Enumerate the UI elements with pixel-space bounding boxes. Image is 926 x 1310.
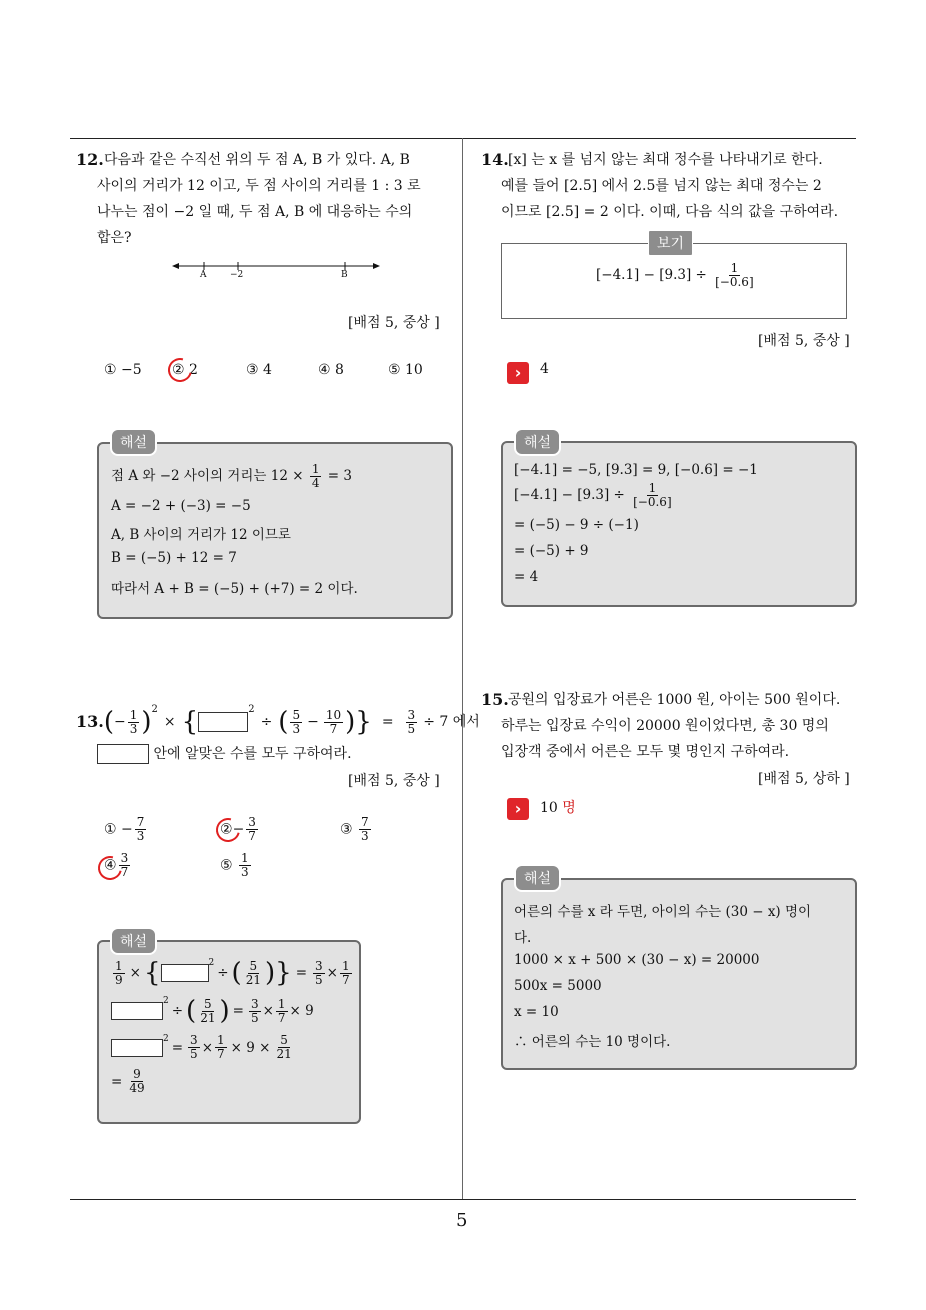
- q14-line-1: [x] 는 x 를 넘지 않는 최대 정수를 나타내기로 한다.: [508, 152, 823, 168]
- page-number: 5: [456, 1210, 468, 1231]
- q14-answer: 4: [540, 361, 549, 377]
- q14-exp-line-2: [−4.1] − [9.3] ÷ $\frac{1}{[-0.6]}$: [514, 481, 672, 509]
- q15-exp-line-2: 다.: [514, 930, 532, 946]
- q12-selected-mark: [164, 354, 197, 387]
- q13-option-2[interactable]: ②− $\frac{3}{7}$: [220, 815, 256, 843]
- q12-line-1: 다음과 같은 수직선 위의 두 점 A, B 가 있다. A, B: [104, 152, 410, 168]
- q15-exp-line-5: x = 10: [514, 1004, 559, 1020]
- q14-line-2: 예를 들어 [2.5] 에서 2.5를 넘지 않는 최대 정수는 2: [501, 178, 822, 194]
- q14-bogi-expression: [−4.1] − [9.3] ÷ $\frac{1}{[-0.6]}$: [596, 261, 754, 289]
- q14-bogi-tag: 보기: [648, 230, 693, 256]
- q13-line-2: 안에 알맞은 수를 모두 구하여라.: [97, 744, 352, 764]
- q12-option-1[interactable]: ① −5: [104, 362, 142, 378]
- q12-exp-line-2: A = −2 + (−3) = −5: [111, 498, 251, 514]
- q12-line-4: 합은?: [97, 230, 132, 246]
- q14-answer-arrow-icon: ›: [507, 362, 529, 384]
- q12-option-5[interactable]: ⑤ 10: [388, 362, 423, 378]
- q15-score: [배점 5, 상하 ]: [758, 771, 850, 787]
- q15-line-1: 공원의 입장료가 어른은 1000 원, 아이는 500 원이다.: [508, 692, 841, 708]
- q13-exp-line-3: $^2$ = $\frac{3}{5}$ × $\frac{1}{7}$ × 9 × $\frac{5}{21}$: [111, 1034, 296, 1061]
- q12-point-a: A: [200, 270, 207, 280]
- q14-score: [배점 5, 중상 ]: [758, 333, 850, 349]
- q13-score: [배점 5, 중상 ]: [348, 773, 440, 789]
- q12-exp-line-3: A, B 사이의 거리가 12 이므로: [111, 527, 291, 543]
- q15-line-2: 하루는 입장료 수익이 20000 원이었다면, 총 30 명의: [501, 718, 829, 734]
- q14-number: 14.: [481, 150, 509, 169]
- q14-exp-line-1: [−4.1] = −5, [9.3] = 9, [−0.6] = −1: [514, 462, 758, 478]
- q13-option-5[interactable]: ⑤ $\frac{1}{3}$: [220, 851, 249, 879]
- q12-option-4[interactable]: ④ 8: [318, 362, 344, 378]
- q13-exp-line-2: $^2$ ÷ ( $\frac{5}{21}$ ) = $\frac{3}{5}$ × $\frac{1}{7}$ × 9: [111, 996, 314, 1026]
- q15-number: 15.: [481, 690, 509, 709]
- q13-exp-line-1: $\frac{1}{9}$ × { $^2$ ÷ ( $\frac{5}{21}$ ) } = $\frac{3}{5}$ × $\frac{1}{7}$: [115, 958, 350, 988]
- q15-answer-arrow-icon: ›: [507, 798, 529, 820]
- q12-line-2: 사이의 거리가 12 이고, 두 점 사이의 거리를 1 : 3 로: [97, 178, 421, 194]
- q12-number: 12.: [76, 150, 104, 169]
- q12-explanation-tag: 해설: [110, 428, 157, 456]
- q15-exp-line-6: ∴ 어른의 수는 10 명이다.: [514, 1034, 671, 1050]
- q13-line-1: 13. ( − $\frac{1}{3}$ ) $^2$ × { $^2$ ÷ ( $\frac{5}{3}$ − $\frac{10}{7}$ ) } = $\frac{3}{5}$ ÷ 7 에서: [76, 704, 480, 737]
- q12-exp-line-5: 따라서 A + B = (−5) + (+7) = 2 이다.: [111, 581, 358, 597]
- q15-line-3: 입장객 중에서 어른은 모두 몇 명인지 구하여라.: [501, 744, 790, 760]
- q12-point-b: B: [341, 270, 348, 280]
- q13-explanation-tag: 해설: [110, 927, 157, 955]
- q13-option-3[interactable]: ③ $\frac{7}{3}$: [340, 815, 369, 843]
- q13-blank-box[interactable]: [198, 712, 248, 732]
- q15-explanation-tag: 해설: [514, 864, 561, 892]
- q12-exp-line-1: 점 A 와 −2 사이의 거리는 12 × $\frac{1}{4}$ = 3: [111, 462, 352, 490]
- q14-exp-line-4: = (−5) + 9: [514, 543, 589, 559]
- column-divider: [462, 138, 463, 1200]
- q13-exp-line-4: = $\frac{9}{49}$: [111, 1067, 145, 1095]
- q15-exp-line-3: 1000 × x + 500 × (30 − x) = 20000: [514, 952, 760, 968]
- bottom-rule: [70, 1199, 856, 1200]
- q14-explanation-tag: 해설: [514, 428, 561, 456]
- top-rule: [70, 138, 856, 139]
- q12-option-3[interactable]: ③ 4: [246, 362, 272, 378]
- q13-option-4[interactable]: ④ $\frac{3}{7}$: [104, 851, 129, 879]
- q15-exp-line-4: 500x = 5000: [514, 978, 602, 994]
- q14-line-3: 이므로 [2.5] = 2 이다. 이때, 다음 식의 값을 구하여라.: [501, 204, 839, 220]
- q12-option-2[interactable]: ② 2: [172, 362, 198, 378]
- q14-exp-line-5: = 4: [514, 569, 539, 585]
- q12-point-minus2: −2: [230, 270, 244, 280]
- q13-option-1[interactable]: ① − $\frac{7}{3}$: [104, 815, 145, 843]
- q12-score: [배점 5, 중상 ]: [348, 315, 440, 331]
- q15-answer: 10 명: [540, 800, 576, 816]
- q14-exp-line-3: = (−5) − 9 ÷ (−1): [514, 517, 639, 533]
- q12-line-3: 나누는 점이 −2 일 때, 두 점 A, B 에 대응하는 수의: [97, 204, 413, 220]
- q13-blank-box-2[interactable]: [97, 744, 149, 764]
- q12-exp-line-4: B = (−5) + 12 = 7: [111, 550, 237, 566]
- q15-exp-line-1: 어른의 수를 x 라 두면, 아이의 수는 (30 − x) 명이: [514, 904, 812, 920]
